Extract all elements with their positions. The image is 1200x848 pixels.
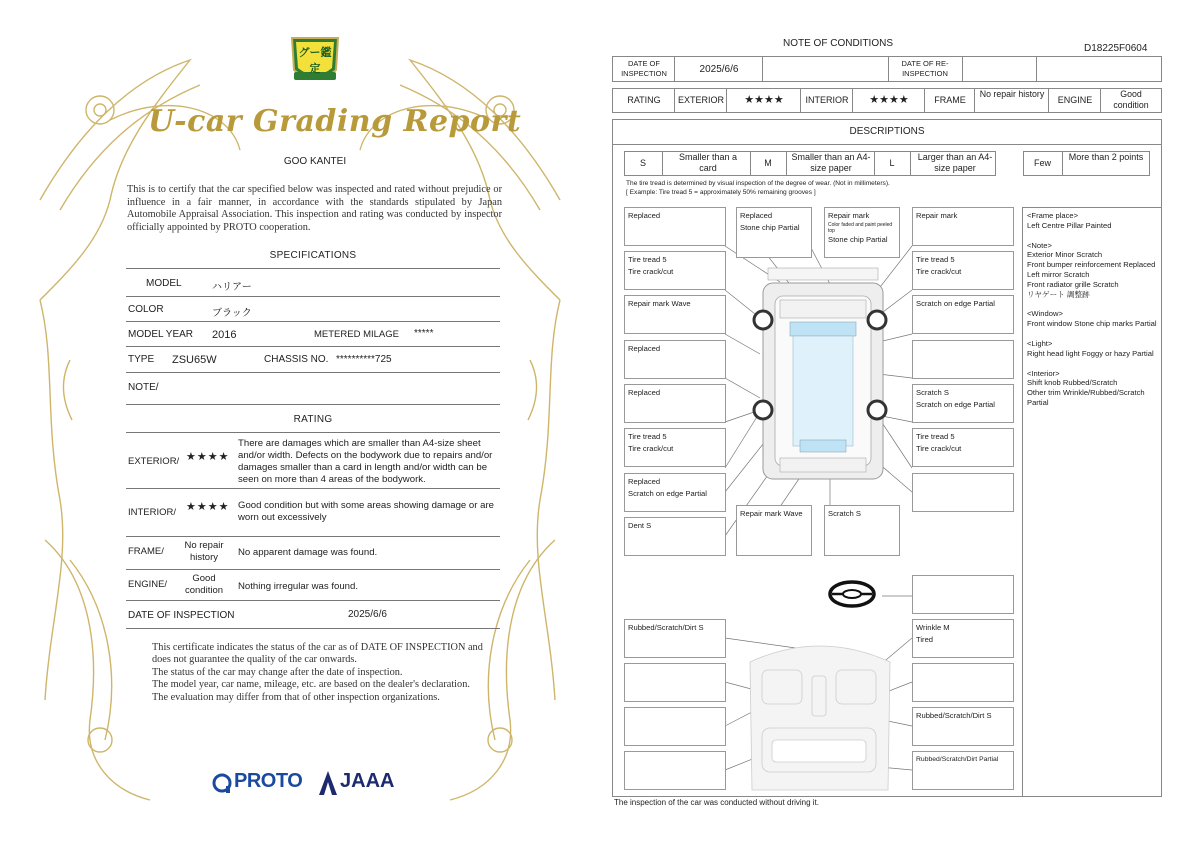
- jaaa-logo: JAAA: [340, 770, 395, 792]
- interior-description: Good condition but with some areas showing damage or are worn out excessively: [238, 500, 494, 523]
- proto-logo-icon: [212, 772, 232, 794]
- interior-label: INTERIOR/: [128, 507, 177, 518]
- exterior-stars: ★★★★: [186, 451, 230, 463]
- damage-label: Repair mark Wave: [624, 295, 726, 334]
- color-value: ブラック: [212, 308, 252, 319]
- remark-head: <Window>: [1027, 309, 1063, 319]
- damage-label: Rubbed/Scratch/Dirt S: [624, 619, 726, 658]
- engine-value: Good condition: [1113, 89, 1149, 110]
- rating-row-frame: [126, 536, 500, 570]
- spacer: [1027, 299, 1157, 309]
- remark-body: Right head light Foggy or hazy Partial: [1027, 348, 1154, 358]
- frame-label: FRAME/: [128, 546, 164, 557]
- frame-description: No apparent damage was found.: [238, 547, 378, 558]
- damage-label-empty: [624, 707, 726, 746]
- remark-head: <Frame place>: [1027, 211, 1079, 220]
- remark-head: <Interior>: [1027, 368, 1060, 378]
- badge-label: グー鑑定: [298, 47, 332, 75]
- legend-text-s: Smaller than a card: [678, 152, 738, 173]
- interior-label: INTERIOR: [805, 95, 849, 105]
- exterior-stars: ★★★★: [744, 94, 784, 106]
- report-title: U-car Grading Report: [148, 104, 522, 139]
- tire-example: [ Example: Tire tread 5 = approximately 50% remaining grooves ]: [626, 189, 816, 196]
- remark-body: Shift knob Rubbed/Scratch Other trim Wrinkle/Rubbed/Scratch Partial: [1027, 378, 1145, 407]
- certification-text: This is to certify that the car specified below was inspected and rated without prejudice or influence in a fair manner, in accordance with the standards stipulated by Japan Automobile Appraisal Association. This inspection and rating was conducted by inspector officially appointed by PROTO cooperation.: [127, 184, 502, 233]
- car-interior-view-icon: [750, 646, 890, 790]
- damage-label: Replaced: [624, 340, 726, 379]
- legend-code-m: M: [764, 158, 772, 168]
- spec-row-color: [126, 296, 500, 322]
- damage-label: Replaced Scratch on edge Partial: [624, 473, 726, 512]
- date-label: DATE OF INSPECTION: [128, 610, 235, 621]
- damage-label: Tire tread 5 Tire crack/cut: [912, 428, 1014, 467]
- remark-head: <Note>: [1027, 240, 1052, 250]
- spec-row-type: [126, 346, 500, 373]
- date-value: 2025/6/6: [348, 609, 387, 620]
- document-id: D18225F0604: [1084, 43, 1148, 54]
- damage-label: Repair mark Color faded and paint peeled top Stone chip Partial: [824, 207, 900, 258]
- damage-label: Wrinkle M Tired: [912, 619, 1014, 658]
- frame-value: No repair history: [979, 89, 1045, 99]
- steering-wheel-icon: [830, 582, 874, 606]
- damage-label-empty: [912, 575, 1014, 614]
- damage-label-empty: [624, 663, 726, 702]
- car-top-view-icon: [754, 268, 886, 479]
- rating-label: RATING: [627, 95, 661, 105]
- type-label: TYPE: [128, 354, 155, 365]
- remark-head: <Light>: [1027, 338, 1053, 348]
- tire-note: The tire tread is determined by visual inspection of the degree of wear. (Not in millimeters).: [626, 180, 890, 187]
- engine-label: ENGINE: [1057, 95, 1093, 105]
- model-label: MODEL: [146, 278, 182, 289]
- engine-value: Good condition: [184, 573, 224, 596]
- damage-label: Dent S: [624, 517, 726, 556]
- rating-row-exterior: [126, 434, 500, 489]
- legend-code-few: Few: [1033, 158, 1051, 168]
- type-value: ZSU65W: [172, 354, 217, 366]
- spacer: [1027, 359, 1157, 369]
- legend-text-m: Smaller than an A4-size paper: [791, 152, 871, 173]
- damage-label: Scratch on edge Partial: [912, 295, 1014, 334]
- date-of-inspection-value: 2025/6/6: [699, 64, 739, 75]
- certificate-footer: This certificate indicates the status of the car as of DATE OF INSPECTION and does not guarantee the quality of the car onwards. The status of the car may change after the date of inspection. The model year, car name, mileage, etc. are based on the dealer's declaration. The evaluation may differ from that of other inspection organizations.: [152, 642, 483, 703]
- remark-body: Left Centre Pillar Painted: [1027, 220, 1112, 230]
- remarks-panel: [1022, 207, 1162, 797]
- damage-label: Rubbed/Scratch/Dirt Partial: [912, 751, 1014, 790]
- damage-label: Replaced: [624, 207, 726, 246]
- damage-label-empty: [912, 473, 1014, 512]
- damage-label: Rubbed/Scratch/Dirt S: [912, 707, 1014, 746]
- color-label: COLOR: [128, 304, 164, 315]
- note-label: NOTE/: [128, 382, 159, 393]
- mileage-label: METERED MILAGE: [314, 329, 399, 340]
- engine-label: ENGINE/: [128, 579, 168, 590]
- jaaa-logo-icon: [318, 770, 338, 796]
- damage-label: Tire tread 5 Tire crack/cut: [624, 251, 726, 290]
- legend-text-few: More than 2 points: [1068, 152, 1144, 162]
- spec-row-model: [126, 270, 500, 297]
- spec-row-note: [126, 372, 500, 405]
- interior-stars: ★★★★: [186, 501, 230, 513]
- remark-body: Front window Stone chip marks Partial: [1027, 319, 1157, 329]
- report-subtitle: GOO KANTEI: [283, 156, 347, 167]
- specifications-heading: SPECIFICATIONS: [269, 250, 357, 261]
- divider: [126, 268, 500, 269]
- damage-label: Replaced: [624, 384, 726, 423]
- damage-label: Tire tread 5 Tire crack/cut: [912, 251, 1014, 290]
- damage-label: Repair mark Wave: [736, 505, 812, 556]
- remark-body: Exterior Minor Scratch Front bumper reinforcement Replaced Left mirror Scratch Front radiator grille Scratch リヤゲート 調整跡: [1027, 250, 1156, 299]
- year-value: 2016: [212, 329, 237, 341]
- interior-stars: ★★★★: [869, 94, 909, 106]
- frame-label: FRAME: [934, 95, 966, 105]
- legend-text-l: Larger than an A4-size paper: [917, 152, 993, 173]
- spacer: [1027, 231, 1157, 241]
- rating-row-interior: [126, 488, 500, 537]
- spec-row-year: [126, 321, 500, 347]
- damage-label: Scratch S: [824, 505, 900, 556]
- exterior-label: EXTERIOR/: [128, 456, 180, 467]
- damage-label: Scratch S Scratch on edge Partial: [912, 384, 1014, 423]
- reinspection-label: DATE OF RE-INSPECTION: [901, 59, 949, 78]
- legend-code-s: S: [639, 158, 646, 168]
- divider: [126, 432, 500, 433]
- legend-code-l: L: [889, 158, 895, 168]
- damage-label: Replaced Stone chip Partial: [736, 207, 812, 258]
- conditions-title: NOTE OF CONDITIONS: [783, 38, 893, 49]
- damage-label-empty: [912, 340, 1014, 379]
- conditions-panel: [600, 0, 1200, 848]
- proto-logo: PROTO: [234, 770, 303, 792]
- date-of-inspection-label: DATE OF INSPECTION: [621, 59, 667, 78]
- rating-heading: RATING: [293, 414, 333, 425]
- engine-description: Nothing irregular was found.: [238, 581, 358, 592]
- spacer: [1027, 329, 1157, 339]
- chassis-label: CHASSIS NO.: [264, 354, 329, 365]
- exterior-label: EXTERIOR: [677, 95, 724, 105]
- damage-label-empty: [624, 751, 726, 790]
- mileage-value: *****: [414, 328, 434, 339]
- damage-label-empty: [912, 663, 1014, 702]
- descriptions-heading: DESCRIPTIONS: [849, 126, 925, 137]
- footnote: The inspection of the car was conducted without driving it.: [614, 798, 819, 807]
- damage-label: Tire tread 5 Tire crack/cut: [624, 428, 726, 467]
- exterior-description: There are damages which are smaller than A4-size sheet and/or width. Defects on the bodywork due to repairs and/or damages smaller than a card in length and/or width can be seen on more than 4 areas of the bodywork.: [238, 438, 493, 485]
- model-value: ハリアー: [212, 282, 252, 293]
- damage-label: Repair mark: [912, 207, 1014, 246]
- chassis-value: **********725: [336, 354, 392, 365]
- rating-row-engine: [126, 569, 500, 601]
- rating-row-date: [126, 600, 500, 629]
- frame-value: No repair history: [184, 540, 224, 563]
- year-label: MODEL YEAR: [128, 329, 194, 340]
